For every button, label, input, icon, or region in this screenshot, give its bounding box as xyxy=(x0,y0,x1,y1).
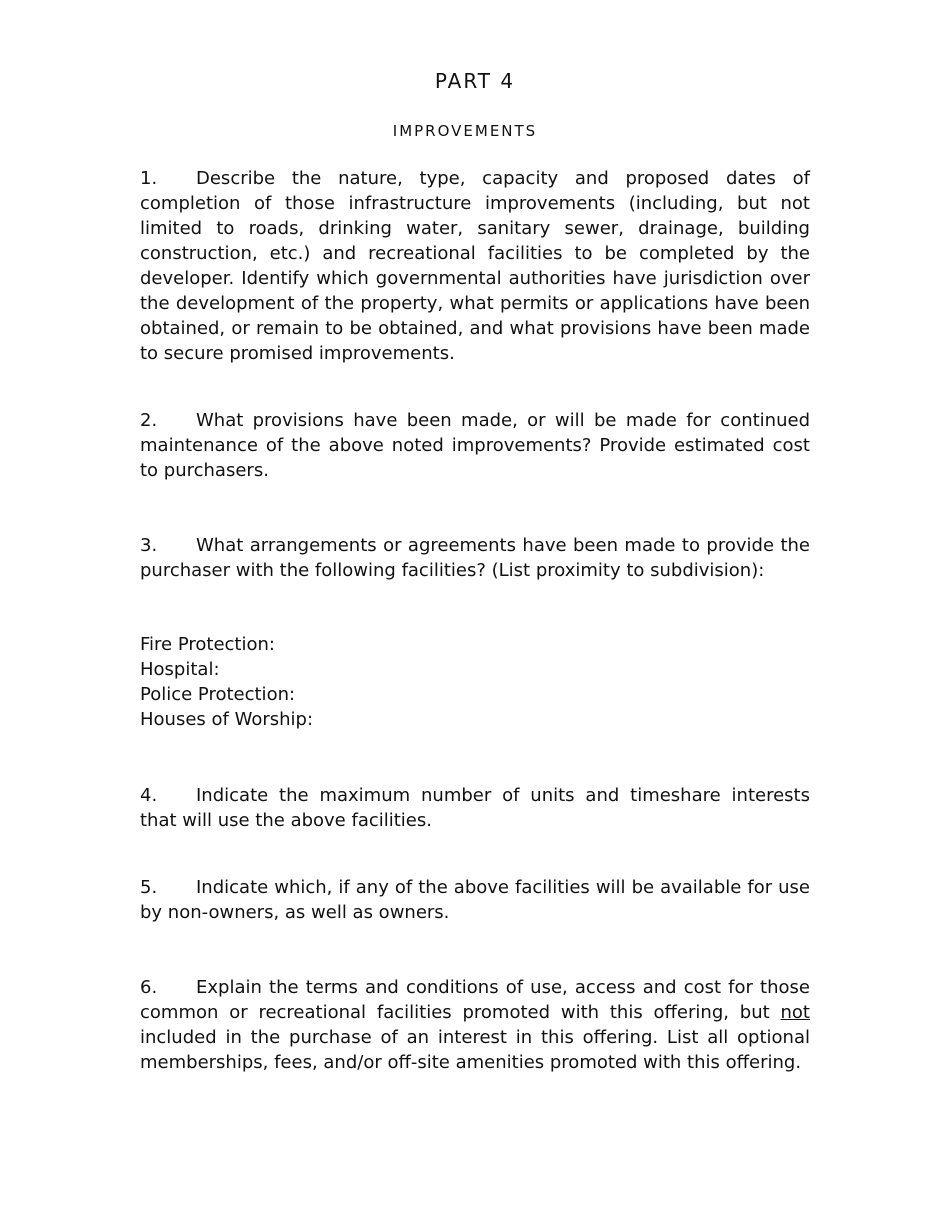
question-number: 6. xyxy=(140,977,158,998)
question-number: 4. xyxy=(140,785,158,806)
question-number: 2. xyxy=(140,410,158,431)
question-text-before: Explain the terms and conditions of use, access and cost for those common or recreational facilities promoted with this offering, but xyxy=(140,977,810,1023)
underlined-word: not xyxy=(780,1002,810,1023)
facility-police-protection: Police Protection: xyxy=(140,684,296,705)
facility-hospital: Hospital: xyxy=(140,659,220,680)
question-number: 1. xyxy=(140,168,158,189)
question-1 xyxy=(140,166,810,366)
question-text: What provisions have been made, or will be made for continued maintenance of the above noted improvements? Provide estimated cost to purchasers. xyxy=(140,410,810,481)
question-text: What arrangements or agreements have been made to provide the purchaser with the following facilities? (List proximity to subdivision): xyxy=(140,535,810,581)
question-2 xyxy=(140,408,810,483)
question-4 xyxy=(140,783,810,833)
question-text-after: included in the purchase of an interest in this offering. List all optional memberships, fees, and/or off-site amenities promoted with this offering. xyxy=(140,1027,810,1073)
question-3 xyxy=(140,533,810,583)
question-5 xyxy=(140,875,810,925)
facility-fire-protection: Fire Protection: xyxy=(140,634,275,655)
section-title: IMPROVEMENTS xyxy=(392,122,538,140)
part-title: PART 4 xyxy=(434,69,516,93)
question-number: 3. xyxy=(140,535,158,556)
question-number: 5. xyxy=(140,877,158,898)
facility-houses-of-worship: Houses of Worship: xyxy=(140,709,314,730)
question-text: Indicate the maximum number of units and timeshare interests that will use the above facilities. xyxy=(140,785,810,831)
facilities-list xyxy=(140,632,640,732)
question-6 xyxy=(140,975,810,1075)
question-text: Describe the nature, type, capacity and proposed dates of completion of those infrastructure improvements (including, but not limited to roads, drinking water, sanitary sewer, drainage, building construction, etc.) and recreational facilities to be completed by the developer. Identify which governmental authorities have jurisdiction over the development of the property, what permits or applications have been obtained, or remain to be obtained, and what provisions have been made to secure promised improvements. xyxy=(140,168,810,364)
question-text: Indicate which, if any of the above facilities will be available for use by non-owners, as well as owners. xyxy=(140,877,810,923)
